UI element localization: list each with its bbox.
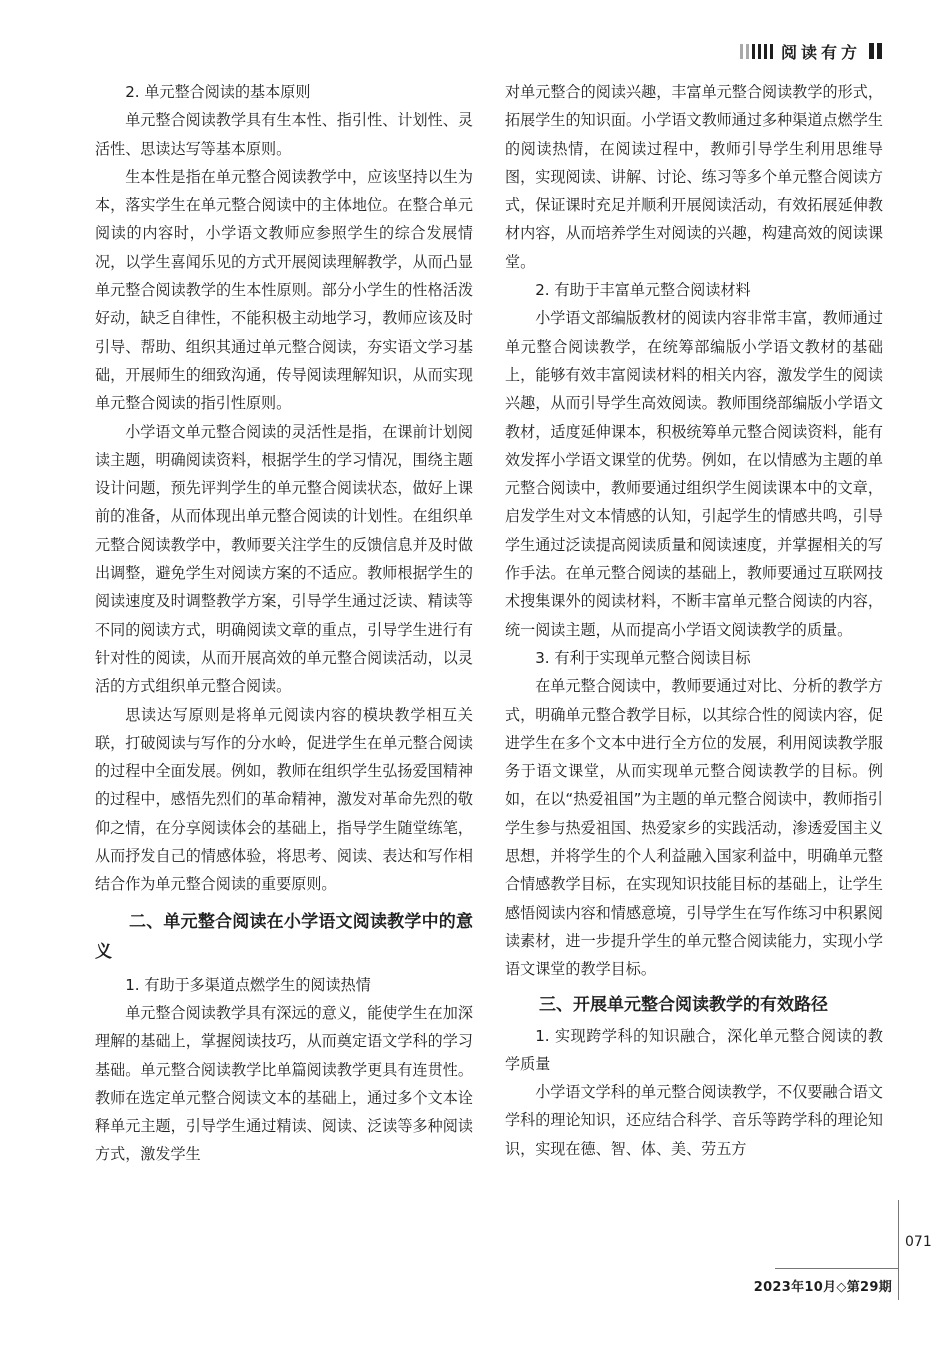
subheading-cross-discipline: 1. 实现跨学科的知识融合，深化单元整合阅读的教学质量 — [505, 1026, 883, 1073]
issue-info: 2023年10月◇第29期 — [753, 1280, 892, 1295]
subheading-reading-materials: 2. 有助于丰富单元整合阅读材料 — [535, 281, 751, 300]
subheading-reading-goals: 3. 有利于实现单元整合阅读目标 — [535, 648, 751, 667]
paragraph: 小学语文部编版教材的阅读内容非常丰富，教师通过单元整合阅读教学，在统筹部编版小学语文教材的基础上，能够有效丰富阅读材料的相关内容，激发学生的阅读兴趣，从而引导学生高效阅读。教师围绕部编版小学语文教材，适度延伸课本，积极统筹单元整合阅读资料，能有效发挥小学语文课堂的优势。例如，在以情感为主题的单元整合阅读中，教师要通过组织学生阅读课本中的文章，启发学生对文本情感的认知，引起学生的情感共鸣，引导学生通过泛读提高阅读质量和阅读速度，并掌握相关的写作手法。在单元整合阅读的基础上，教师要通过互联网技术搜集课外的阅读材料，不断丰富单元整合阅读的内容，统一阅读主题，从而提高小学语文阅读教学的质量。 — [505, 309, 883, 639]
footer-horizontal-rule — [775, 1268, 898, 1269]
paragraph: 单元整合阅读教学具有深远的意义，能使学生在加深理解的基础上，掌握阅读技巧，从而奠定语文学科的学习基础。单元整合阅读教学比单篇阅读教学更具有连贯性。教师在选定单元整合阅读文本的基础上，通过多个文本诠释单元主题，引导学生通过精读、阅读、泛读等多种阅读方式，激发学生 — [95, 1003, 473, 1164]
section-heading-significance: 二、单元整合阅读在小学语文阅读教学中的意义 — [95, 911, 473, 962]
left-column — [95, 78, 473, 1169]
header-bars-right — [869, 43, 882, 59]
right-column — [505, 78, 883, 1163]
paragraph: 思读达写原则是将单元阅读内容的模块教学相互关联，打破阅读与写作的分水岭，促进学生在单元整合阅读的过程中全面发展。例如，教师在组织学生弘扬爱国精神的过程中，感悟先烈们的革命精神，激发对革命先烈的敬仰之情，在分享阅读体会的基础上，指导学生随堂练笔，从而抒发自己的情感体验，将思考、阅读、表达和写作相结合作为单元整合阅读的重要原则。 — [95, 705, 473, 894]
section-heading-effective-paths: 三、开展单元整合阅读教学的有效路径 — [539, 994, 828, 1015]
header-bars-left — [740, 44, 773, 59]
paragraph-continued: 对单元整合的阅读兴趣，丰富单元整合阅读教学的形式，拓展学生的知识面。小学语文教师通过多种渠道点燃学生的阅读热情，在阅读过程中，教师引导学生利用思维导图，实现阅读、讲解、讨论、练习等多个单元整合阅读方式，保证课时充足并顺利开展阅读活动，有效拓展延伸教材内容，从而培养学生对阅读的兴趣，构建高效的阅读课堂。 — [505, 83, 883, 271]
subheading-reading-enthusiasm: 1. 有助于多渠道点燃学生的阅读热情 — [125, 975, 371, 994]
subheading-basic-principles: 2. 单元整合阅读的基本原则 — [125, 83, 311, 101]
paragraph: 生本性是指在单元整合阅读教学中，应该坚持以生为本，落实学生在单元整合阅读中的主体地位。在整合单元阅读的内容时，小学语文教师应参照学生的综合发展情况，以学生喜闻乐见的方式开展阅读理解教学，从而凸显单元整合阅读教学的生本性原则。部分小学生的性格活泼好动，缺乏自律性，不能积极主动地学习，教师应该及时引导、帮助、组织其通过单元整合阅读，夯实语文学习基础，开展师生的细致沟通，传导阅读理解知识，从而实现单元整合阅读的指引性原则。 — [95, 167, 473, 413]
paragraph: 小学语文学科的单元整合阅读教学，不仅要融合语文学科的理论知识，还应结合科学、音乐等跨学科的理论知识，实现在德、智、体、美、劳五方 — [505, 1083, 883, 1158]
paragraph: 在单元整合阅读中，教师要通过对比、分析的教学方式，明确单元整合教学目标，以其综合性的阅读内容，促进学生在多个文本中进行全方位的发展，利用阅读教学服务于语文课堂，从而实现单元整合阅读教学的目标。例如，在以“热爱祖国”为主题的单元整合阅读中，教师指引学生参与热爱祖国、热爱家乡的实践活动，渗透爱国主义思想，并将学生的个人利益融入国家利益中，明确单元整合情感教学目标，在实现知识技能目标的基础上，让学生感悟阅读内容和情感意境，引导学生在写作练习中积累阅读素材，进一步提升学生的单元整合阅读能力，实现小学语文课堂的教学目标。 — [505, 677, 883, 979]
paragraph: 小学语文单元整合阅读的灵活性是指，在课前计划阅读主题，明确阅读资料，根据学生的学习情况，围绕主题设计问题，预先评判学生的单元整合阅读状态，做好上课前的准备，从而体现出单元整合阅读的计划性。在组织单元整合阅读教学中，教师要关注学生的反馈信息并及时做出调整，避免学生对阅读方案的不适应。教师根据学生的阅读速度及时调整教学方案，引导学生通过泛读、精读等不同的阅读方式，明确阅读文章的重点，引导学生进行有针对性的阅读，从而开展高效的单元整合阅读活动，以灵活的方式组织单元整合阅读。 — [95, 422, 473, 696]
footer-vertical-rule — [898, 1200, 899, 1300]
section-title: 阅读有方 — [780, 42, 861, 62]
page-number: 071 — [905, 1234, 932, 1250]
paragraph: 单元整合阅读教学具有生本性、指引性、计划性、灵活性、思读达写等基本原则。 — [95, 111, 473, 158]
running-header — [740, 40, 882, 62]
